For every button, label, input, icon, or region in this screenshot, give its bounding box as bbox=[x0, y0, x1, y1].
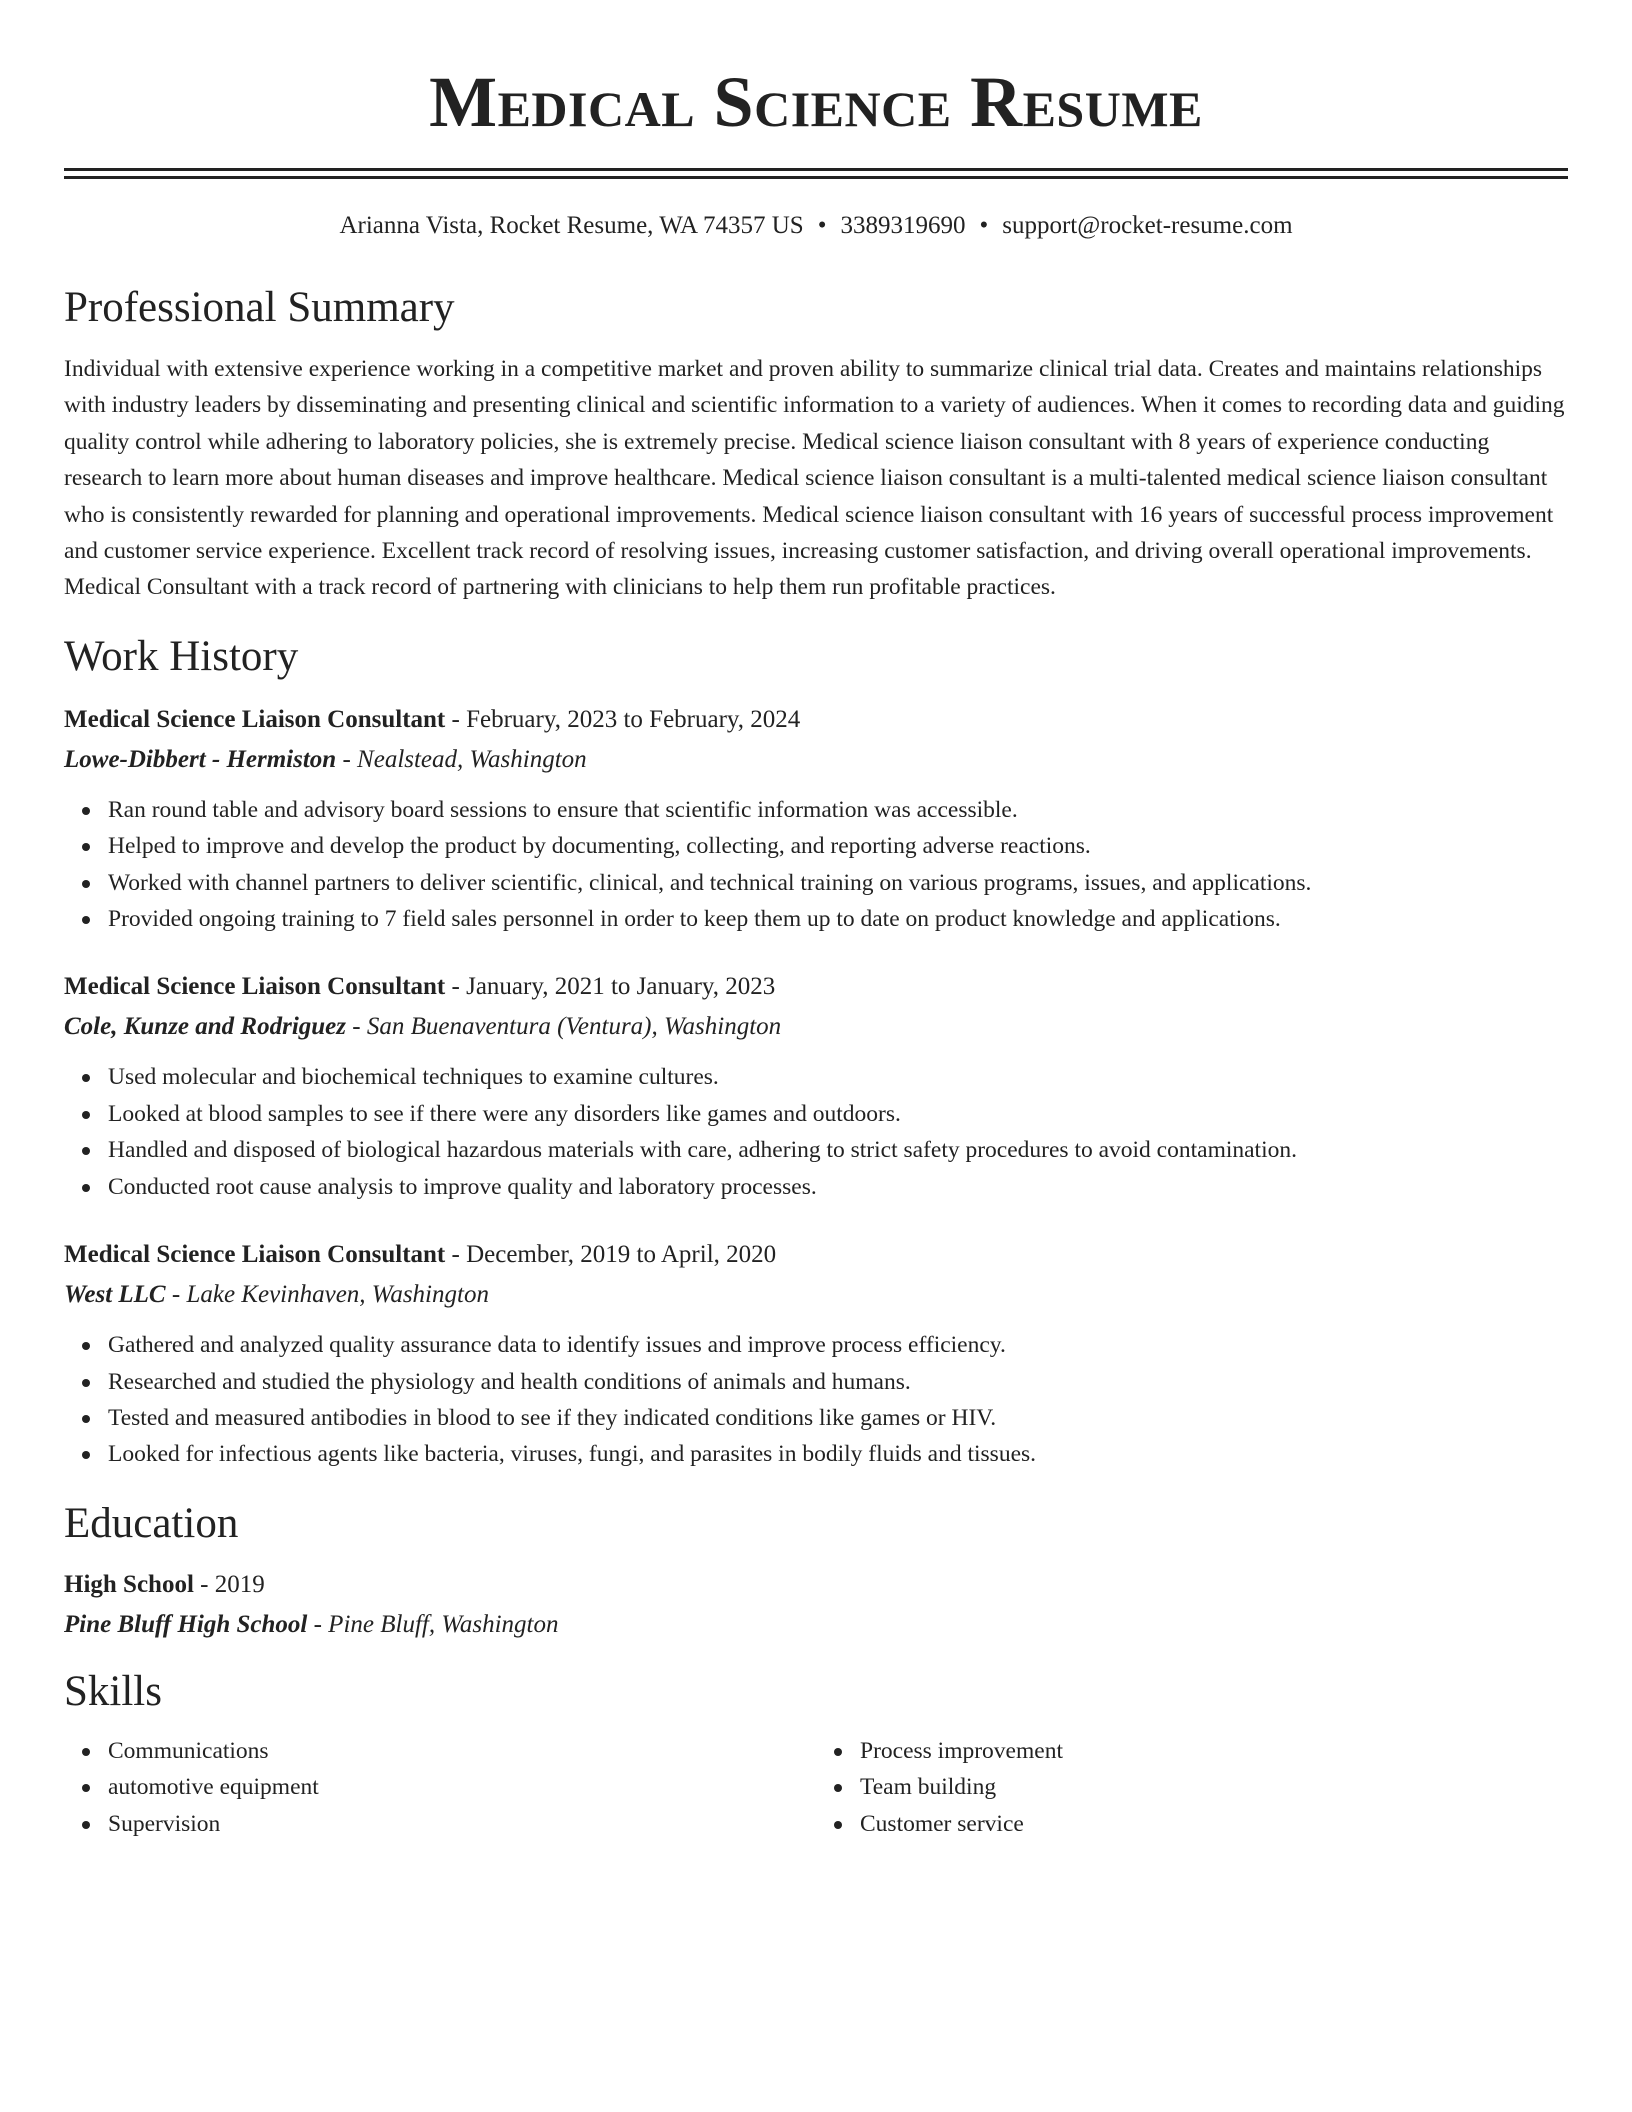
list-item: Handled and disposed of biological hazardous materials with care, adhering to strict safety procedures to avoid contamination. bbox=[108, 1132, 1568, 1168]
job-company-line bbox=[64, 744, 1568, 776]
list-item: Conducted root cause analysis to improve quality and laboratory processes. bbox=[108, 1169, 1568, 1205]
skills-column-left bbox=[64, 1733, 816, 1842]
list-item: Tested and measured antibodies in blood to see if they indicated conditions like games or HIV. bbox=[108, 1400, 1568, 1436]
job-company: Cole, Kunze and Rodriguez bbox=[64, 1013, 347, 1041]
education-entry bbox=[64, 1569, 1568, 1641]
skill-item: Customer service bbox=[860, 1806, 1568, 1842]
job-entry bbox=[64, 1239, 1568, 1473]
job-entry bbox=[64, 704, 1568, 938]
skill-item: Team building bbox=[860, 1769, 1568, 1805]
job-title: Medical Science Liaison Consultant bbox=[64, 973, 446, 1001]
list-item: Looked for infectious agents like bacteria, viruses, fungi, and parasites in bodily fluids and tissues. bbox=[108, 1436, 1568, 1472]
job-location: - San Buenaventura (Ventura), Washington bbox=[346, 1013, 782, 1041]
job-title: Medical Science Liaison Consultant bbox=[64, 1241, 446, 1269]
job-company-line bbox=[64, 1279, 1568, 1311]
contact-phone: 3389319690 bbox=[840, 212, 966, 239]
summary-text: Individual with extensive experience working in a competitive market and proven ability to summarize clinical trial data. Creates and maintains relationships with industry leaders by disseminating and presenting clinical and scientific information to a variety of audiences. When it comes to recording data and guiding quality control while adhering to laboratory policies, she is extremely precise. Medical science liaison consultant with 8 years of experience conducting research to learn more about human diseases and improve healthcare. Medical science liaison consultant is a multi-talented medical science liaison consultant who is consistently rewarded for planning and operational improvements. Medical science liaison consultant with 16 years of successful process improvement and customer service experience. Excellent track record of resolving issues, increasing customer satisfaction, and driving overall operational improvements. Medical Consultant with a track record of partnering with clinicians to help them run profitable practices. bbox=[64, 356, 1565, 601]
contact-separator: • bbox=[979, 212, 989, 239]
job-location: - Nealstead, Washington bbox=[336, 745, 587, 773]
job-dates: - February, 2023 to February, 2024 bbox=[445, 705, 801, 733]
title-double-rule bbox=[64, 168, 1568, 171]
job-entry bbox=[64, 971, 1568, 1205]
job-dates: - January, 2021 to January, 2023 bbox=[445, 973, 776, 1001]
resume-title: Medical Science Resume bbox=[429, 62, 1203, 142]
job-duties-list bbox=[64, 792, 1568, 938]
list-item: Looked at blood samples to see if there were any disorders like games and outdoors. bbox=[108, 1096, 1568, 1132]
section-title-summary: Professional Summary bbox=[64, 284, 455, 331]
job-duties-list bbox=[64, 1059, 1568, 1205]
contact-separator: • bbox=[817, 212, 827, 239]
education-school: Pine Bluff High School bbox=[64, 1610, 308, 1638]
job-dates: - December, 2019 to April, 2020 bbox=[445, 1241, 777, 1269]
skills-column-right bbox=[816, 1733, 1568, 1842]
job-company: Lowe-Dibbert - Hermiston bbox=[64, 745, 337, 773]
list-item: Ran round table and advisory board sessions to ensure that scientific information was accessible. bbox=[108, 792, 1568, 828]
contact-email: support@rocket-resume.com bbox=[1002, 212, 1293, 239]
skill-item: Supervision bbox=[108, 1806, 816, 1842]
contact-line bbox=[64, 211, 1568, 241]
job-title: Medical Science Liaison Consultant bbox=[64, 705, 446, 733]
list-item: Researched and studied the physiology and health conditions of animals and humans. bbox=[108, 1364, 1568, 1400]
section-title-skills: Skills bbox=[64, 1667, 162, 1715]
education-degree: High School bbox=[64, 1570, 194, 1598]
section-title-work-history: Work History bbox=[64, 632, 299, 680]
skills-list bbox=[816, 1733, 1568, 1842]
job-company-line bbox=[64, 1011, 1568, 1043]
list-item: Provided ongoing training to 7 field sales personnel in order to keep them up to date on product knowledge and applications. bbox=[108, 901, 1568, 937]
skill-item: Process improvement bbox=[860, 1733, 1568, 1769]
skill-item: automotive equipment bbox=[108, 1769, 816, 1805]
education-header bbox=[64, 1569, 1568, 1601]
job-header bbox=[64, 1239, 1568, 1271]
job-company: West LLC bbox=[64, 1281, 166, 1309]
list-item: Helped to improve and develop the product by documenting, collecting, and reporting adverse reactions. bbox=[108, 828, 1568, 864]
list-item: Gathered and analyzed quality assurance data to identify issues and improve process efficiency. bbox=[108, 1327, 1568, 1363]
section-title-education: Education bbox=[64, 1499, 239, 1547]
skill-item: Communications bbox=[108, 1733, 816, 1769]
education-school-line bbox=[64, 1609, 1568, 1641]
skills-grid bbox=[64, 1733, 1568, 1842]
contact-address: Arianna Vista, Rocket Resume, WA 74357 US bbox=[339, 212, 804, 239]
list-item: Worked with channel partners to deliver scientific, clinical, and technical training on various programs, issues, and applications. bbox=[108, 865, 1568, 901]
skills-list bbox=[64, 1733, 816, 1842]
education-year: - 2019 bbox=[193, 1570, 265, 1598]
job-duties-list bbox=[64, 1327, 1568, 1473]
job-header bbox=[64, 971, 1568, 1003]
list-item: Used molecular and biochemical techniques to examine cultures. bbox=[108, 1059, 1568, 1095]
job-header bbox=[64, 704, 1568, 736]
education-location: - Pine Bluff, Washington bbox=[307, 1610, 559, 1638]
job-location: - Lake Kevinhaven, Washington bbox=[165, 1281, 489, 1309]
